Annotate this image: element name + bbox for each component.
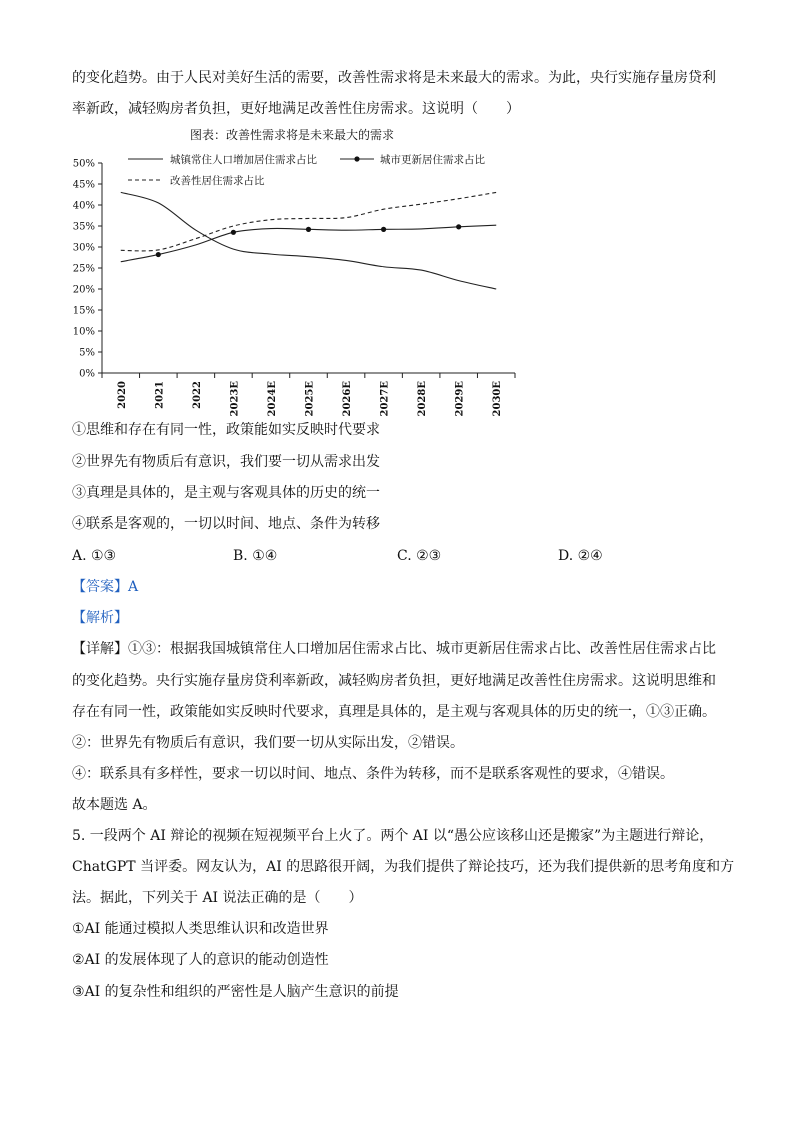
x-tick-label: 2024E [266,381,278,417]
detail-line-4: ②：世界先有物质后有意识，我们要一切从实际出发，②错误。 [72,735,464,751]
x-tick-label: 2021 [154,381,166,409]
answer-line: 【答案】A [72,579,139,595]
x-tick-label: 2026E [342,381,354,417]
data-point [156,252,161,257]
chart-title: 图表：改善性需求将是未来最大的需求 [190,128,395,142]
analysis-title: 【解析】 [72,610,128,626]
data-point [306,227,311,232]
x-tick-label: 2028E [417,381,429,417]
choice-c: C. ②③ [397,548,442,564]
q4-option-1: ①思维和存在有同一性，政策能如实反映时代要求 [72,422,380,438]
data-point [231,230,236,235]
x-tick-label: 2022 [191,381,203,409]
y-tick-label: 40% [72,200,95,212]
line-chart [0,145,794,435]
legend-label-1: 城镇常住人口增加居住需求占比 [170,154,317,166]
y-tick-label: 25% [72,263,95,275]
y-tick-label: 15% [72,305,95,317]
x-tick-label: 2030E [492,381,504,417]
data-point [456,224,461,229]
y-tick-label: 0% [79,368,95,380]
x-tick-label: 2023E [229,381,241,417]
q5-option-1: ①AI 能通过模拟人类思维认识和改造世界 [72,921,329,937]
data-point [381,227,386,232]
q4-option-4: ④联系是客观的，一切以时间、地点、条件为转移 [72,516,380,532]
detail-line-1: 【详解】①③：根据我国城镇常住人口增加居住需求占比、城市更新居住需求占比、改善性居住需求占比 [72,641,716,657]
x-tick-label: 2025E [304,381,316,417]
choice-b: B. ①④ [233,548,278,564]
detail-line-3: 存在有同一性，政策能如实反映时代要求，真理是具体的，是主观与客观具体的历史的统一，①③正确。 [72,704,716,720]
detail-line-5: ④：联系具有多样性，要求一切以时间、地点、条件为转移，而不是联系客观性的要求，④错误。 [72,766,674,782]
legend-label-3: 改善性居住需求占比 [170,175,265,187]
series-line-3 [121,192,496,251]
q5-option-2: ②AI 的发展体现了人的意识的能动创造性 [72,952,329,968]
y-tick-label: 35% [72,221,95,233]
intro-line-2: 率新政，减轻购房者负担，更好地满足改善性住房需求。这说明（ ） [72,101,520,117]
series-line-1 [121,192,496,289]
y-tick-label: 10% [72,326,95,338]
y-tick-label: 45% [72,179,95,191]
y-tick-label: 30% [72,242,95,254]
intro-line-1: 的变化趋势。由于人民对美好生活的需要，改善性需求将是未来最大的需求。为此，央行实施存量房贷利 [72,70,716,86]
q5-line-2: ChatGPT 当评委。网友认为，AI 的思路很开阔，为我们提供了辩论技巧，还为我们提供新的思考角度和方 [72,859,735,875]
choice-a: A. ①③ [72,548,117,564]
choice-d: D. ②④ [558,548,603,564]
q5-line-3: 法。据此，下列关于 AI 说法正确的是（ ） [72,890,363,906]
x-tick-label: 2020 [116,381,128,409]
detail-line-6: 故本题选 A。 [72,797,157,813]
y-tick-label: 20% [72,284,95,296]
q4-option-3: ③真理是具体的，是主观与客观具体的历史的统一 [72,485,380,501]
legend-label-2: 城市更新居住需求占比 [380,154,485,166]
detail-line-2: 的变化趋势。央行实施存量房贷利率新政，减轻购房者负担，更好地满足改善性住房需求。这说明思维和 [72,673,716,689]
x-tick-label: 2029E [454,381,466,417]
legend-marker-2 [354,156,359,161]
x-tick-label: 2027E [379,381,391,417]
q5-option-3: ③AI 的复杂性和组织的严密性是人脑产生意识的前提 [72,984,399,1000]
y-tick-label: 5% [79,347,95,359]
q5-line-1: 5. 一段两个 AI 辩论的视频在短视频平台上火了。两个 AI 以“愚公应该移山还是搬家”为主题进行辩论， [72,828,714,844]
y-tick-label: 50% [72,158,95,170]
q4-option-2: ②世界先有物质后有意识，我们要一切从需求出发 [72,454,380,470]
